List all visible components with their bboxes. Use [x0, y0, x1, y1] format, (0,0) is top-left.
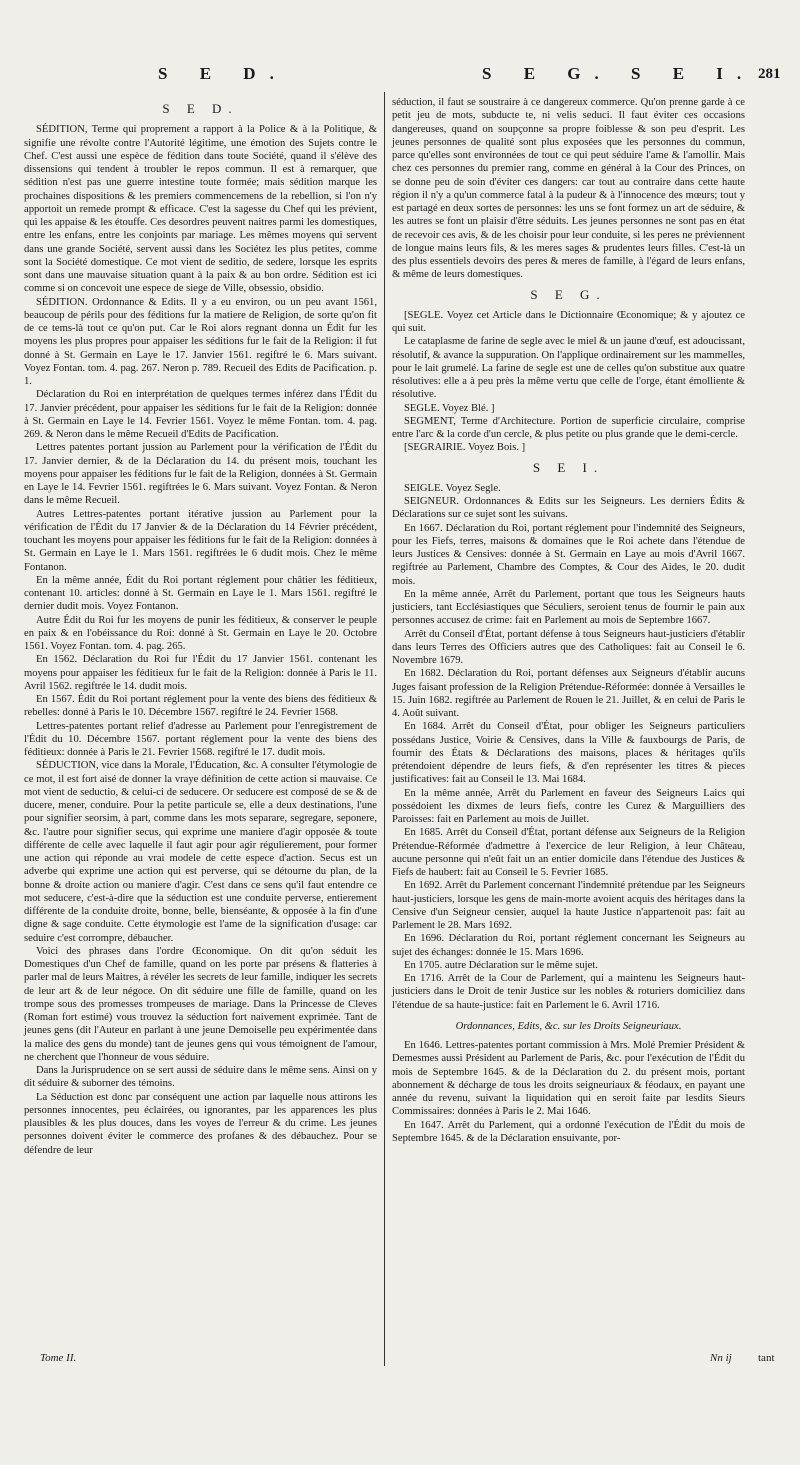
paragraph: Voici des phrases dans l'ordre Œconomique. On dit qu'on séduit les Domestiques d'un Chef de famille, quand on les porte par présens & flatteries à parler mal de leurs Maitres, à révéler les secrets de leur famille, indiquer les secrets de leur art & de leur négoce. On dit séduire une fille de famille, quand on les trompe sous des promesses trompeuses de mariage. Dans la Princesse de Cleves (Roman fort estimé) vous trouvez la séduction fort naivement exprimée. Tant de jeunes gens (dit l'Auteur en parlant à une jeune Demoiselle peu expérimentée dans la malice des gens du monde) tant de jeunes gens qui vous témoignent de l'amour, ne cherchent que l'honneur de vous séduire. [24, 945, 377, 1063]
paragraph: En la même année, Arrêt du Parlement en faveur des Seigneurs Laics qui possédoient les dixmes de leurs fiefs, contre les Curez & Marguilliers des Paroisses: fait en Parlement au mois de Juillet. [392, 787, 745, 825]
paragraph: SEGLE. Voyez Blé. ] [404, 402, 495, 414]
paragraph: Autres Lettres-patentes portant itérative jussion au Parlement pour la vérification de l'Édit du 17 Janvier & de la Déclaration du 14 Février précédent, touchant les moyens pour appaiser les féditions fur le fait de la Religion: données à St. Germain en Laye le 1. Mars 1561. regiftrées le 6 dudit mois. Chez le même Fontanon. [24, 508, 377, 573]
paragraph: En 1646. Lettres-patentes portant commission à Mrs. Molé Premier Président & Demesmes aussi Président au Parlement de Paris, &c. pour l'exécution de l'Édit du mois de Septembre 1645. & de la Déclaration du 2. du présent mois, portant abonnement & décharge de tous les droits seigneuriaux & féodaux, en payant une année du revenu, suivant la liquidation qui en seroit faite par lesdits Sieurs Commissaires: données à Paris le 2. Mai 1646. [392, 1040, 745, 1118]
paragraph: [SEGLE. Voyez cet Article dans le Dictionnaire Œconomique; & y ajoutez ce qui suit. [392, 309, 745, 334]
signature-mark: Nn ij [710, 1352, 732, 1364]
paragraph: En 1562. Déclaration du Roi fur l'Édit du 17 Janvier 1561. contenant les moyens pour appaiser les féditieux fur le fait de la Religion: donnée à Paris le 11. Avril 1562. regiftrée le 14. dudit mois. [24, 654, 377, 692]
subheading: Ordonnances, Edits, &c. sur les Droits Seigneuriaux. [455, 1020, 682, 1032]
paragraph-continued: séduction, il faut se soustraire à ce dangereux commerce. Qu'on prenne garde à ce petit jeu de mots, subducte te, ni velis seduci. Il faut éviter ces occasions dangereuses, quand on soupçonne sa propre foiblesse & son peu d'esprit. Les jeunes personnes de qualité sont plus exposées que les personnes du commun, parce qu'elles sont environnées de tout ce qui peut séduire l'ame & l'amollir. Mais chez ces personnes du premier rang, comme en général à la Cour des Princes, on se donne peu de soin d'éviter ces dangers: car tout au contraire dans cette haute région il n'y a qu'un commerce fatal à la pudeur & à l'innocence des mœurs; tout y est partagé en deux sortes de personnes: les uns se font formez un art de séduire, & les autres se font un plaisir d'être séduits. Les jeunes personnes ne sont pas en état de recevoir ces avis, & de les choisir pour leur conduite, si les peres ne préviennent de longue mains leurs fils, & les meres sages & prudentes leurs filles. C'est-là un des plus essentiels devoirs des peres & meres de famille, à l'égard de leurs enfans, & même de leurs domestiques. [392, 97, 745, 281]
paragraph: En 1692. Arrêt du Parlement concernant l'indemnité prétendue par les Seigneurs haut-justiciers, lorsque les gens de main-morte avoient acquis des héritages dans la Censive d'un Seigneur censier, auquel la haute Justice n'appartenoit pas: fait au Parlement le 28. Mars 1692. [392, 880, 745, 931]
paragraph: SÉDITION. Ordonnance & Edits. Il y a eu environ, ou un peu avant 1561, beaucoup de périls pour des féditions fur la matiere de Religion, de sorte qu'on fit de ce tems-là tout ce qu'on put. Car le Roi alors regnant donna un Édit fur les moyens les plus propres pour appaiser les séditions fur le fait de la Religion: il fut donné à St. Germain en Laye le 17. Janvier 1561. regiftré le 6. Mars suivant. Voyez Fontan. tom. 4. pag. 267. Neron p. 789. Recueil des Edits de Pacification. p. 1. [24, 296, 377, 387]
paragraph: Dans la Jurisprudence on se sert aussi de séduire dans le même sens. Ainsi on y dit séduire & suborner des témoins. [24, 1065, 377, 1090]
paragraph: En 1684. Arrêt du Conseil d'État, pour obliger les Seigneurs particuliers possédans Justice, Voirie & Censives, dans la Ville & fauxbourgs de Paris, de fournir des États & Déclarations des maisons, places & héritages qu'ils prétendoient dépendre de leurs fiefs, & d'en représenter les titres & pieces justificatives: fait au Conseil le 13. Mai 1684. [392, 721, 745, 786]
paragraph: En 1716. Arrêt de la Cour de Parlement, qui a maintenu les Seigneurs haut-justiciers dans le Droit de tenir Justice sur les nobles & roturiers domiciliez dans l'étendue de sa haute-justice: fait en Parlement le 6. Avril 1716. [392, 973, 745, 1011]
section-heading-sed: S E D. [162, 101, 239, 116]
paragraph: [SEGRAIRIE. Voyez Bois. ] [404, 442, 526, 454]
paragraph: En 1667. Déclaration du Roi, portant réglement pour l'indemnité des Seigneurs, pour les Fiefs, terres, maisons & domaines que le Roi achete dans l'étendue de leurs Justices & Censives: donnée à St. Germain en Laye au mois d'Avril 1667. regiftrée au Parlement, Chambre des Comptes, & Cour des Aides, le 20. dudit mois. [392, 522, 745, 587]
paragraph: SEGMENT, Terme d'Architecture. Portion de superficie circulaire, comprise entre l'arc & la corde d'un cercle, & plus petite ou plus grande que le demi-cercle. [392, 415, 745, 440]
page-number: 281 [758, 66, 781, 82]
running-head-left: S E D. [158, 64, 288, 83]
paragraph: En 1682. Déclaration du Roi, portant défenses aux Seigneurs d'établir aucuns Juges faisant profession de la Religion Prétendue-Réformée: donnée à Versailles le 15. Juin 1682. regiftrée au Parlement de Rouen le 21. Juillet, & en celui de Paris le 4. Août suivant. [392, 668, 745, 719]
running-head-right: S E G. S E I. [482, 64, 756, 83]
paragraph: En 1696. Déclaration du Roi, portant réglement concernant les Seigneurs au sujet des échanges: donnée le 15. Mars 1696. [392, 933, 745, 958]
paragraph: Le cataplasme de farine de segle avec le miel & un jaune d'œuf, est adoucissant, résolutif, & avance la suppuration. On l'applique ordinairement sur les mammelles, pour le lait grumelé. La farine de segle est une de celles qu'on substitue aux quatre résolutives: elle a à peu près la même vertu que celle de l'orge, étant émolliente & résolutive. [392, 336, 745, 401]
paragraph: En 1685. Arrêt du Conseil d'État, portant défense aux Seigneurs de la Religion Prétendue-Réformée d'admettre à l'exercice de leur Religion, à leur Château, aucune personne qui n'eût fait un an entier domicile dans l'étendue des Justices & Fiefs de haubert: fait au Conseil le 5. Fevrier 1685. [392, 827, 745, 878]
volume-label: Tome II. [40, 1352, 77, 1364]
right-column [392, 96, 745, 1145]
paragraph: Autre Édit du Roi fur les moyens de punir les féditieux, & conserver le peuple en paix & en l'obéissance du Roi: donné à St. Germain en Laye le 20. Octobre 1561. Voyez Fontan. tom. 4. pag. 265. [24, 614, 377, 652]
paragraph: SÉDITION, Terme qui proprement a rapport à la Police & à la Politique, & signifie une révolte contre l'Autorité légitime, une émotion des Sujets contre le Chef. C'est aussi une espèce de fédition dans toute Société, quand il s'élève des dissensions qui tendent à troubler le repos commun. Il est à remarquer, que sédition n'est pas une guerre intestine toute formée; mais sédition marque les prochaines dispositions & les premiers commencemens de la rebellion, si l'on n'y apportoit un remede prompt & efficace. C'est la sagesse du Chef qui les prévient, qui les appaise & les étouffe. Ces desordres peuvent naitres parmi les domestiques, entre les enfans, entre les conjoints par mariage. Les mêmes moyens qui servent dans une grande Société, servent aussi dans les Sociétez les plus petites, comme sont la Société domestique. Ce mot vient de seditio, de sedere, lorsque les esprits sont dans une mauvaise situation quant à la paix & au bon ordre. Sédition est ici comme si on concevoit une espece de siege de Ville, obsessio, obsidio. [24, 124, 377, 295]
section-heading-sei: S E I. [532, 459, 605, 475]
paragraph: La Séduction est donc par conséquent une action par laquelle nous attirons les personnes innocentes, peu éclairées, ou ignorantes, par les apparences les plus plausibles & les plus douces, dans les voyes de l'erreur & du crime. Les jeunes personnes doivent éviter le commerce des profanes & des débauchez. Pour se défendre de leur [24, 1091, 377, 1156]
paragraph: Lettres patentes portant jussion au Parlement pour la vérification de l'Édit du 17. Janvier dernier, & de la Déclaration du 14. du présent mois, touchant les moyens pour appaiser les féditions fur le fait de la Religion, données à St. Germain en Laye le 14. Fevrier 1561. regiftrées le 6. Mars suivant. Voyez Fontan. & Neron dans le même Recueil. [24, 442, 377, 507]
paragraph: Lettres-patentes portant relief d'adresse au Parlement pour l'enregistrement de l'Édit du 10. Décembre 1567. portant réglement pour la vente des biens des féditieux: donnée à Paris le 21. Fevrier 1568. regiftré le 17. dudit mois. [24, 720, 377, 758]
paragraph: SEIGLE. Voyez Segle. [404, 482, 501, 494]
catchword: tant [758, 1352, 775, 1364]
paragraph: Arrêt du Conseil d'État, portant défense à tous Seigneurs haut-justiciers d'établir dans leurs Terres des Officiers autres que des Catholiques: fait au Conseil le 6. Novembre 1679. [392, 628, 745, 666]
paragraph: SÉDUCTION, vice dans la Morale, l'Éducation, &c. A consulter l'étymologie de ce mot, il est fort aisé de donner la vraye définition de cette action si mauvaise. Ce mot vient de seductio, & celui-ci de seducere. Or seducere est composé de se & de ducere, mener, conduire. Pour la petite particule se, elle a deux destinations, l'une pour signifier seorsim, à part, comme dans les mots separare, segregare, seponere, &c. l'autre pour signifier secus, qui exprime une maniere d'agir opposée & toute différente de celle avec laquelle il faut agir pour agir régulierement, pour former une action qui réponde au vrai modele de cette espece d'action. Secus est un adverbe qui exprime une action qui est perverse, qui se détourne du plan, de la bonne & droite action ou maniere d'agir. C'est dans ce sens qu'il faut entendre ce mot seducere, c'est-à-dire que la séduction est une conduite perverse, entierement différente de la conduite droite, bonne, belle, bienséante, & opposée à la fin d'une digne & sage conduite. Cette étymologie est l'ame de la signification d'usage: car seduire c'est corrompre, débaucher. [24, 760, 377, 944]
paragraph: En 1647. Arrêt du Parlement, qui a ordonné l'exécution de l'Édit du mois de Septembre 1645. & de la Déclaration ensuivante, por- [392, 1119, 745, 1144]
paragraph: En 1705. autre Déclaration sur le même sujet. [404, 959, 598, 971]
paragraph: Déclaration du Roi en interprétation de quelques termes inférez dans l'Édit du 17. Janvier précédent, pour appaiser les séditions fur le fait de la Religion: donnée à St. Germain en Laye le 14. Fevrier 1561. Voyez le même Fontan. tom. 4. pag. 269. & Neron dans le même Recueil d'Edits de Pacification. [24, 389, 377, 440]
left-column [24, 96, 377, 1157]
paragraph: SEIGNEUR. Ordonnances & Edits sur les Seigneurs. Les derniers Édits & Déclarations sur ce sujet sont les suivans. [392, 496, 745, 521]
paragraph: En la même année, Édit du Roi portant réglement pour châtier les féditieux, contenant 10. articles: donné à St. Germain en Laye le 1. Mars 1561. regiftré le dernier dudit mois. Voyez Fontanon. [24, 574, 377, 613]
column-divider [384, 92, 385, 1366]
paragraph: En la même année, Arrêt du Parlement, portant que tous les Seigneurs hauts justiciers, tant Ecclésiastiques que Séculiers, seroient tenus de fournir le pain aux personnes accusez de crime: fait en Parlement au mois de Septembre 1667. [392, 588, 745, 627]
paragraph: En 1567. Édit du Roi portant réglement pour la vente des biens des féditieux & rebelles: donné à Paris le 10. Décembre 1567. regiftré le 24. Fevrier 1568. [24, 694, 377, 719]
section-heading-seg: S E G. [530, 286, 607, 302]
